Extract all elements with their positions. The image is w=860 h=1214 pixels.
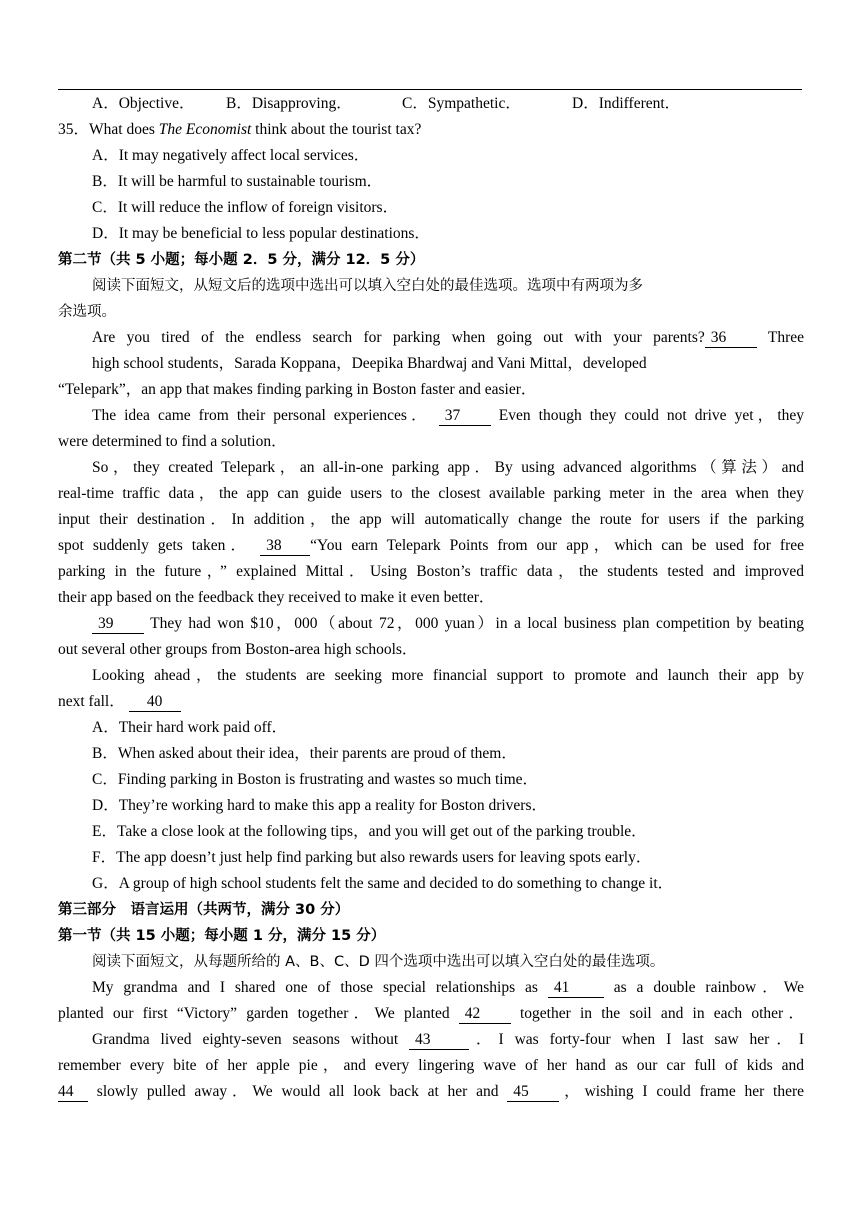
q34-option-a: A．Objective． [92,95,195,112]
blank-45: 45 [507,1083,559,1102]
option-e: E．Take a close look at the following tips，and you will get out of the parking trouble． [92,823,647,840]
passage-line: out several other groups from Boston-area high schools． [58,641,418,658]
blank-40: 40 [129,693,181,712]
option-f: F．The app doesn’t just help find parking but also rewards users for leaving spots early． [92,849,652,866]
option-c: C．Finding parking in Boston is frustrating and wastes so much time． [92,771,539,788]
option-a: A．Their hard work paid off． [92,719,288,736]
q35-option-d: D．It may be beneficial to less popular destinations． [92,225,430,242]
option-b: B．When asked about their idea，their parents are proud of them． [92,745,517,762]
blank-39: 39 [92,615,144,634]
section2-instruction-cont: 余选项。 [58,304,116,320]
passage-line: Looking ahead，the students are seeking more financial support to promote and launch their app by [92,667,804,684]
section2-instruction: 阅读下面短文，从短文后的选项中选出可以填入空白处的最佳选项。选项中有两项为多 [92,278,643,294]
part3-heading: 第三部分 语言运用（共两节，满分 30 分） [58,902,350,918]
q34-options [58,91,804,117]
passage-line: input their destination．In addition，the app will automatically change the route for users if the parking [58,511,804,528]
q35-option-a: A．It may negatively affect local services． [92,147,370,164]
passage-line: spot suddenly gets taken． 38 “You earn Telepark Points from our app，which can be used for free [58,537,804,554]
option-d: D．They’re working hard to make this app a reality for Boston drivers． [92,797,547,814]
passage-line: Are you tired of the endless search for parking when going out with your parents? 36 Three [92,329,804,346]
passage-line: Grandma lived eighty-seven seasons without 43 ．I was forty-four when I last saw her．I [92,1031,805,1048]
passage-line: 44 slowly pulled away．We would all look back at her and 45 ，wishing I could frame her there [58,1083,805,1100]
blank-42: 42 [459,1005,511,1024]
blank-44: 44 [58,1083,88,1102]
q34-option-c: C．Sympathetic． [402,95,521,112]
passage-line: “Telepark”，an app that makes finding parking in Boston faster and easier． [58,381,537,398]
passage-line: 39 They had won $10，000（about 72，000 yuan）in a local business plan competition by beating [58,611,804,637]
passage-line: planted our first “Victory” garden together．We planted 42 together in the soil and in each other． [58,1005,805,1022]
part3-instruction: 阅读下面短文，从每题所给的 A、B、C、D 四个选项中选出可以填入空白处的最佳选项。 [92,954,665,970]
blank-43: 43 [409,1031,469,1050]
passage-line: My grandma and I shared one of those special relationships as 41 as a double rainbow．We [92,979,805,996]
passage-line: parking in the future，” explained Mittal．Using Boston’s traffic data，the students tested and improved [58,563,804,580]
q35-option-b: B．It will be harmful to sustainable tourism． [92,173,383,190]
part3-section1-heading: 第一节（共 15 小题；每小题 1 分，满分 15 分） [58,928,386,944]
blank-38: 38 [260,537,310,556]
passage-line: high school students，Sarada Koppana，Deepika Bhardwaj and Vani Mittal，developed [92,355,647,372]
passage-line: The idea came from their personal experiences． 37 Even though they could not drive yet，they [92,407,805,424]
q35-option-c: C．It will reduce the inflow of foreign visitors． [92,199,399,216]
header-rule [58,89,802,90]
option-g: G．A group of high school students felt the same and decided to do something to change it． [92,875,674,892]
passage-line: real-time traffic data，the app can guide users to the closest available parking meter in the area when they [58,485,804,502]
passage-line: were determined to find a solution． [58,433,287,450]
publication-title: The Economist [158,121,252,138]
passage-line: remember every bite of her apple pie，and every lingering wave of her hand as our car full of kids and [58,1057,804,1074]
blank-36: 36 [705,329,757,348]
blank-37: 37 [439,407,491,426]
q34-option-b: B．Disapproving． [226,95,352,112]
q35-stem: 35．What does The Economist think about the tourist tax? [58,121,422,138]
passage-line: their app based on the feedback they received to make it even better． [58,589,495,606]
section2-heading: 第二节（共 5 小题；每小题 2．5 分，满分 12．5 分） [58,252,425,268]
passage-line: next fall． 40 [58,689,804,715]
q34-option-d: D．Indifferent． [572,95,681,112]
page-content [58,91,804,1105]
blank-41: 41 [548,979,604,998]
passage-line: So，they created Telepark，an all-in-one parking app．By using advanced algorithms（算法）and [92,459,804,476]
